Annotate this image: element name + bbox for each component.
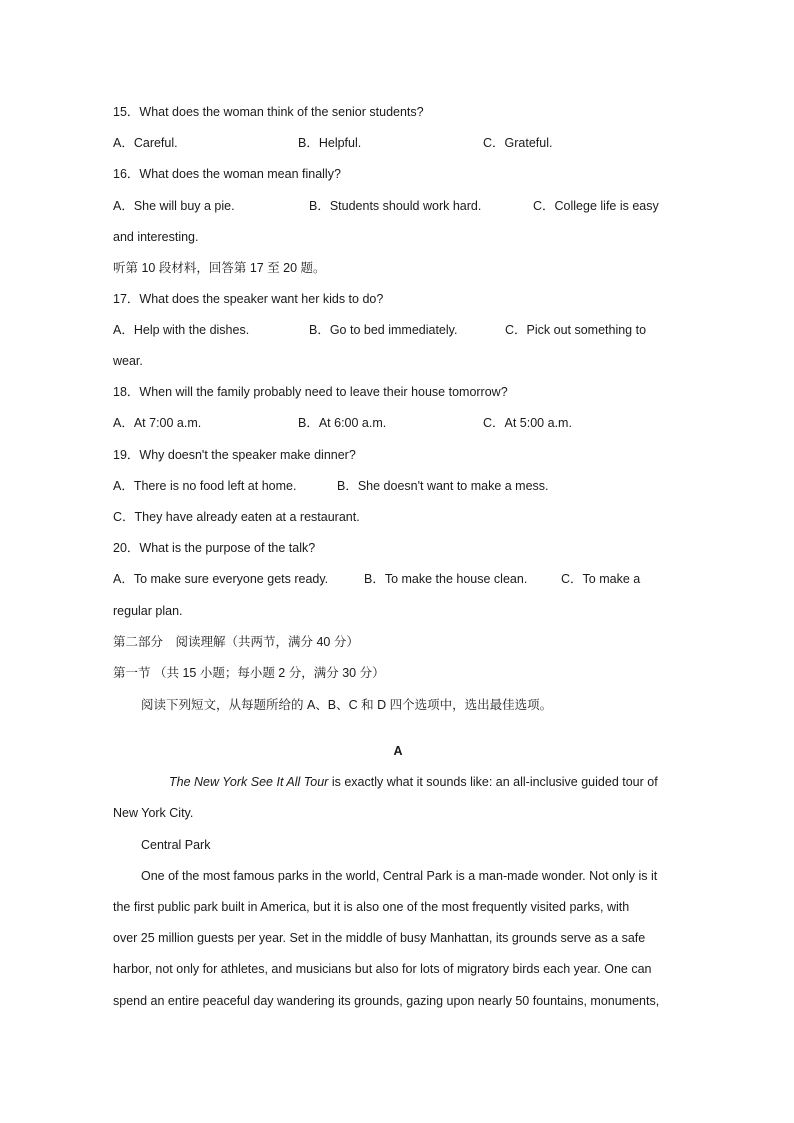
passage-line: the first public park built in America, but it is also one of the most frequently visited parks, with <box>113 900 630 914</box>
q16-option-a: A．She will buy a pie. <box>113 199 235 213</box>
reading-instructions: 阅读下列短文，从每题所给的 A、B、C 和 D 四个选项中，选出最佳选项。 <box>141 698 553 712</box>
passage-intro-rest: is exactly what it sounds like: an all-inclusive guided tour of <box>328 775 658 789</box>
q17-option-c-continued: wear. <box>113 354 143 368</box>
question-16: 16．What does the woman mean finally? <box>113 167 341 181</box>
q19-option-c: C．They have already eaten at a restaurant. <box>113 510 360 524</box>
q20-option-c-continued: regular plan. <box>113 604 183 618</box>
tour-title: The New York See It All Tour <box>169 775 329 789</box>
passage-line: One of the most famous parks in the world, Central Park is a man-made wonder. Not only is it <box>141 869 658 883</box>
passage-line: harbor, not only for athletes, and musicians but also for lots of migratory birds each year. One can <box>113 962 652 976</box>
q20-option-b: B．To make the house clean. <box>364 572 528 586</box>
q15-option-b: B．Helpful. <box>298 136 362 150</box>
q18-option-b: B．At 6:00 a.m. <box>298 416 387 430</box>
passage-subheading: Central Park <box>141 838 211 852</box>
q15-option-a: A．Careful. <box>113 136 178 150</box>
q20-option-c: C．To make a <box>561 572 641 586</box>
question-15: 15．What does the woman think of the senior students? <box>113 105 424 119</box>
q19-option-a: A．There is no food left at home. <box>113 479 297 493</box>
q16-option-b: B．Students should work hard. <box>309 199 482 213</box>
question-17: 17．What does the speaker want her kids to do? <box>113 292 384 306</box>
passage-intro-line-2: New York City. <box>113 806 194 820</box>
q18-option-a: A．At 7:00 a.m. <box>113 416 202 430</box>
q17-option-b: B．Go to bed immediately. <box>309 323 458 337</box>
passage-line: spend an entire peaceful day wandering its grounds, gazing upon nearly 50 fountains, monuments, <box>113 994 660 1008</box>
q17-option-a: A．Help with the dishes. <box>113 323 250 337</box>
q16-option-c-continued: and interesting. <box>113 230 199 244</box>
part-2-heading: 第二部分 阅读理解（共两节，满分 40 分） <box>113 635 359 649</box>
section-1-heading: 第一节 （共 15 小题；每小题 2 分，满分 30 分） <box>113 666 385 680</box>
question-20: 20．What is the purpose of the talk? <box>113 541 316 555</box>
passage-intro <box>169 774 658 790</box>
question-18: 18．When will the family probably need to leave their house tomorrow? <box>113 385 508 399</box>
question-19: 19．Why doesn't the speaker make dinner? <box>113 448 356 462</box>
q18-option-c: C．At 5:00 a.m. <box>483 416 572 430</box>
q15-option-c: C．Grateful. <box>483 136 553 150</box>
q17-option-c: C．Pick out something to <box>505 323 647 337</box>
passage-letter: A <box>393 744 403 758</box>
q19-option-b: B．She doesn't want to make a mess. <box>337 479 549 493</box>
section-10-heading: 听第 10 段材料，回答第 17 至 20 题。 <box>113 261 326 275</box>
q16-option-c: C．College life is easy <box>533 199 659 213</box>
q20-option-a: A．To make sure everyone gets ready. <box>113 572 329 586</box>
passage-line: over 25 million guests per year. Set in the middle of busy Manhattan, its grounds serve as a safe <box>113 931 646 945</box>
